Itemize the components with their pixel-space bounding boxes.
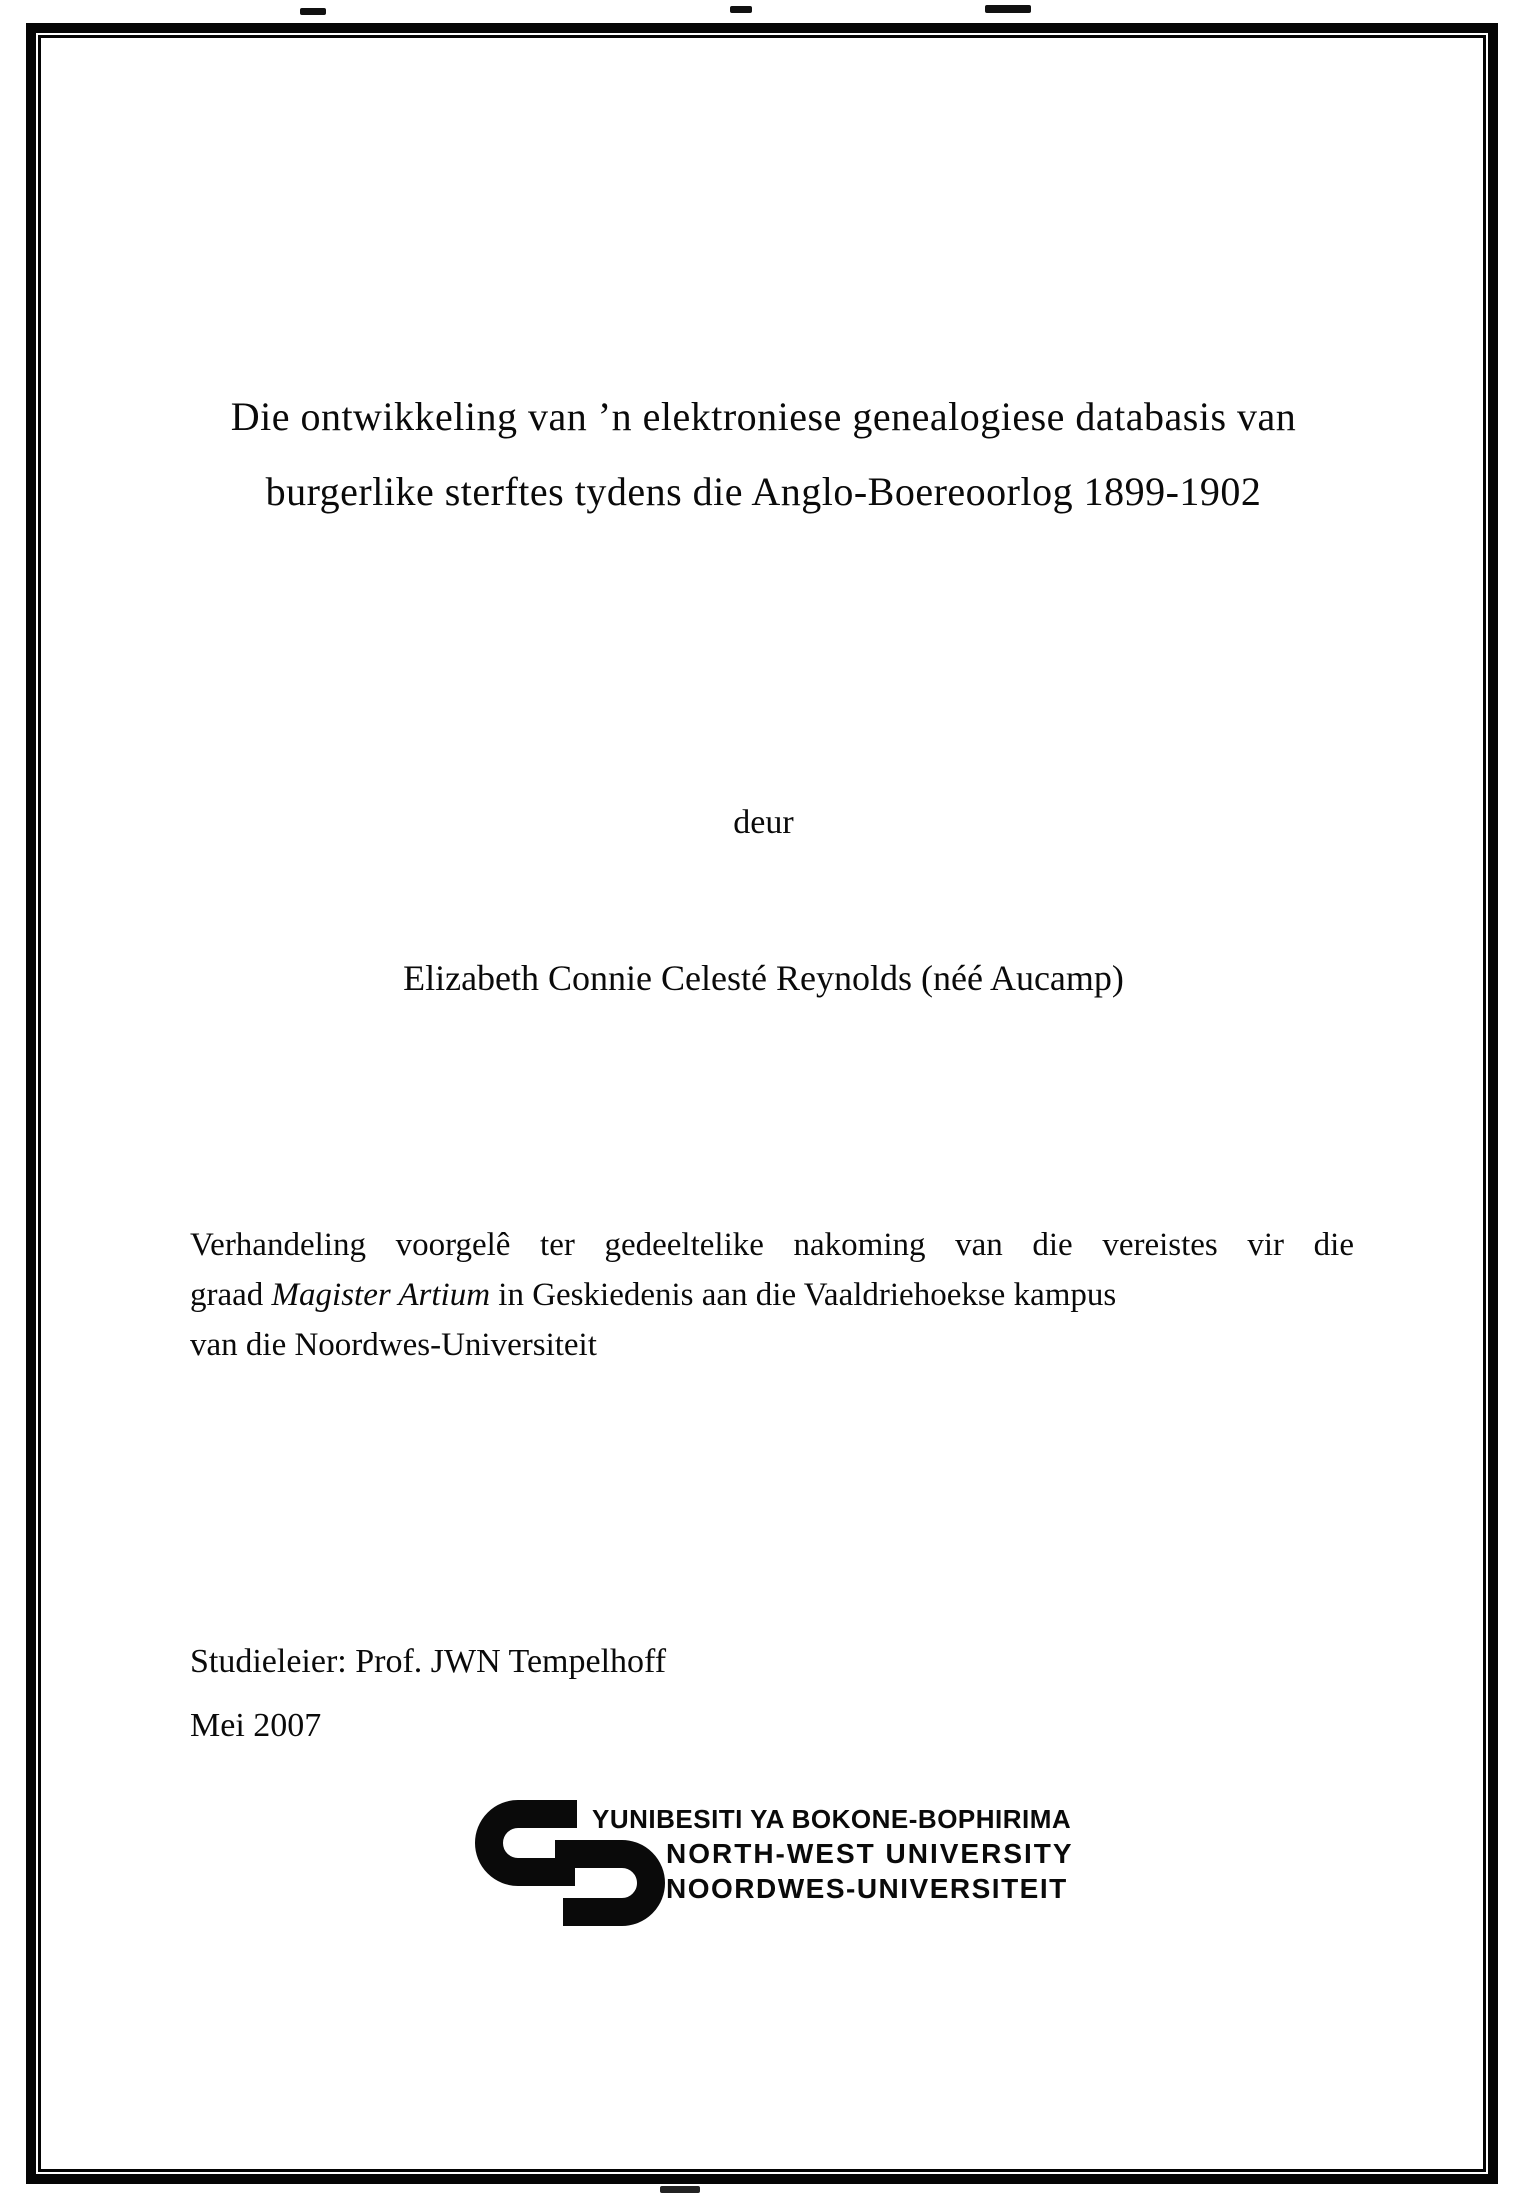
byline-deur: deur [733, 804, 794, 841]
scan-artifact [300, 8, 326, 15]
dissertation-title-line1: Die ontwikkeling van ’n elektroniese genealogiese databasis van [230, 394, 1297, 439]
degree-statement-line2-pre: graad [190, 1277, 272, 1313]
dissertation-title-line2: burgerlike sterftes tydens die Anglo-Boereoorlog 1899-1902 [265, 469, 1262, 514]
logo-text-afrikaans: NOORDWES-UNIVERSITEIT [666, 1873, 1068, 1904]
date-line: Mei 2007 [190, 1707, 322, 1744]
degree-statement-line2 [190, 1270, 1354, 1320]
scan-artifact [985, 5, 1031, 13]
degree-statement [190, 1220, 1354, 1370]
logo-text-setswana: YUNIBESITI YA BOKONE-BOPHIRIMA [592, 1804, 1072, 1834]
degree-statement-line3: van die Noordwes-Universiteit [190, 1327, 597, 1363]
supervisor-line: Studieleier: Prof. JWN Tempelhoff [190, 1643, 667, 1680]
author-name: Elizabeth Connie Celesté Reynolds (néé Aucamp) [403, 958, 1124, 998]
scan-artifact [730, 6, 752, 13]
degree-statement-line1: Verhandeling voorgelê ter gedeeltelike nakoming van die vereistes vir die [190, 1227, 1354, 1263]
degree-statement-line2-post: in Geskiedenis aan die Vaaldriehoekse kampus [490, 1277, 1117, 1313]
scan-artifact [660, 2186, 700, 2193]
logo-text-english: NORTH-WEST UNIVERSITY [666, 1838, 1074, 1869]
degree-name-italic: Magister Artium [271, 1277, 491, 1313]
